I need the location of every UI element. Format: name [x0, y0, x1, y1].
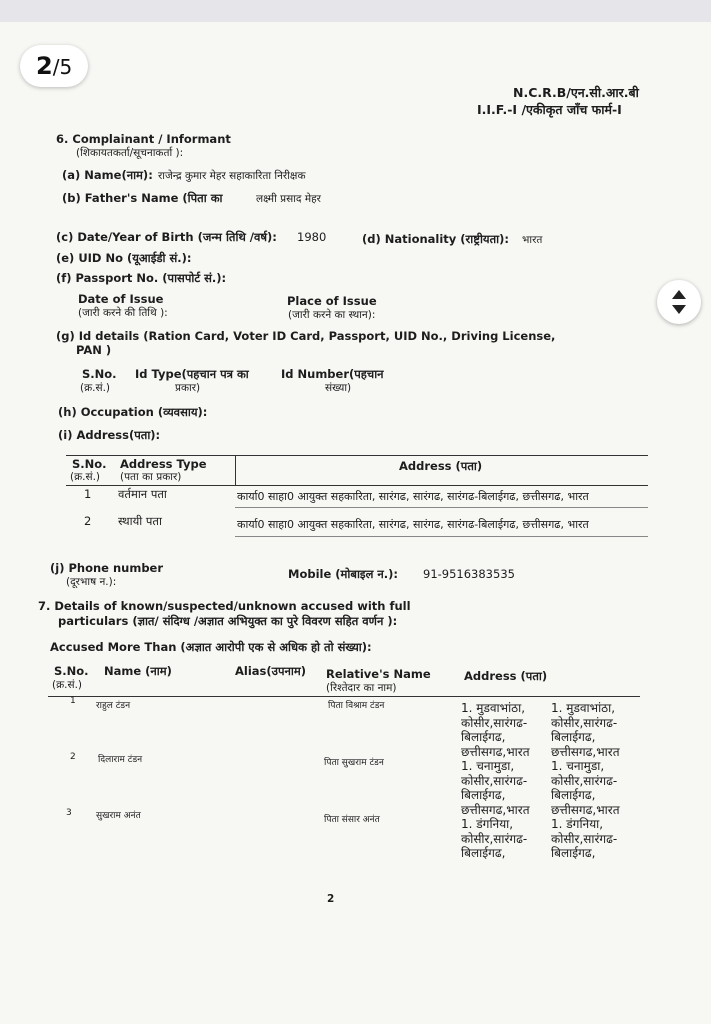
addr-row-1-sno: 1 [84, 487, 92, 501]
acc-row-1-sno: 1 [70, 696, 76, 706]
name-value: राजेन्द्र कुमार मेहर सहाकारिता निरीक्षक [158, 170, 306, 182]
addr-row-2-type: स्थायी पता [118, 514, 162, 528]
nationality-value: भारत [522, 234, 543, 246]
date-of-issue-hi: (जारी करने की तिथि ): [78, 307, 168, 319]
addr-row-2-address: कार्या0 साहा0 आयुक्त सहकारिता, सारंगढ, सारंगढ, सारंगढ-बिलाईगढ, छत्तीसगढ, भारत [237, 518, 589, 531]
section7-title: 7. Details of known/suspected/unknown accused with full [38, 599, 411, 613]
acc-col-name: Name (नाम) [104, 664, 172, 678]
phone-label-hi: (दूरभाष न.): [66, 576, 117, 588]
acc-row-3-name: सुखराम अनंत [96, 811, 141, 821]
mobile-value: 91-9516383535 [423, 567, 515, 581]
id-col-sno-hi: (क्र.सं.) [80, 382, 111, 394]
addr-col-address: Address (पता) [399, 459, 483, 473]
address-table-header-rule [66, 485, 648, 486]
acc-col-relative-hi: (रिश्तेदार का नाम) [326, 682, 397, 694]
acc-col-address: Address (पता) [464, 669, 548, 683]
uid-label: (e) UID No (यूआईडी सं.): [56, 251, 192, 265]
acc-row-1-name: राहुल टंडन [96, 701, 131, 711]
addr-row-1-type: वर्तमान पता [118, 487, 167, 501]
form-header-ncrb: N.C.R.B/एन.सी.आर.बी [513, 85, 639, 100]
section6-title: 6. Complainant / Informant [56, 132, 231, 146]
accused-address-column-1: 1. मुडवाभांठा, कोसीर,सारंगढ- बिलाईगढ, छत्तीसगढ,भारत 1. चनामुडा, कोसीर,सारंगढ- बिलाईगढ, छत्तीसगढ,भारत 1. डंगनिया, कोसीर,सारंगढ- बिलाईगढ, [461, 701, 530, 860]
name-label: (a) Name(नाम): [62, 168, 153, 182]
addr-col-sno: S.No. [72, 457, 107, 471]
acc-row-2-relative: पिता सुखराम टंडन [324, 758, 384, 768]
id-col-number: Id Number(पहचान [281, 367, 384, 381]
acc-row-3-relative: पिता संसार अनंत [324, 815, 380, 825]
address-table-divider [235, 455, 236, 485]
addr-row-1-address: कार्या0 साहा0 आयुक्त सहकारिता, सारंगढ, सारंगढ, सारंगढ-बिलाईगढ, छत्तीसगढ, भारत [237, 490, 589, 503]
dob-value: 1980 [297, 230, 327, 244]
dob-label: (c) Date/Year of Birth (जन्म तिथि /वर्ष): [56, 230, 277, 244]
nationality-label: (d) Nationality (राष्ट्रीयता): [362, 232, 509, 246]
mobile-label: Mobile (मोबाइल न.): [288, 567, 398, 581]
id-col-number-hi: संख्या) [325, 382, 352, 394]
place-of-issue-label: Place of Issue [287, 294, 377, 308]
acc-col-alias: Alias(उपनाम) [235, 664, 306, 678]
address-table-top-rule [66, 455, 648, 456]
current-page: 2 [36, 52, 53, 80]
id-col-type-hi: प्रकार) [175, 382, 201, 394]
acc-col-relative: Relative's Name [326, 667, 431, 681]
section6-title-hi: (शिकायतकर्ता/सूचनाकर्ता ): [76, 147, 184, 159]
accused-table-header-rule [48, 696, 640, 697]
accused-more-label: Accused More Than (अज्ञात आरोपी एक से अधिक हो तो संख्या): [50, 640, 372, 654]
page-scroll-button[interactable] [657, 280, 701, 324]
arrow-down-icon [672, 305, 686, 314]
viewer-top-bar [0, 0, 711, 22]
page-number: 2 [327, 893, 335, 905]
addr-col-type: Address Type [120, 457, 207, 471]
phone-label: (j) Phone number [50, 561, 164, 575]
passport-label: (f) Passport No. (पासपोर्ट सं.): [56, 271, 227, 285]
occupation-label: (h) Occupation (व्यवसाय): [58, 405, 208, 419]
acc-row-1-relative: पिता विश्राम टंडन [328, 701, 385, 711]
acc-row-2-sno: 2 [70, 752, 76, 762]
addr-row-2-sno: 2 [84, 514, 92, 528]
address-table-bottom-rule [235, 536, 648, 537]
form-header-iif: I.I.F.-I /एकीकृत जाँच फार्म-I [477, 102, 622, 117]
id-details-label2: PAN ) [76, 343, 112, 357]
arrow-up-icon [672, 290, 686, 299]
father-label: (b) Father's Name (पिता का [62, 191, 223, 205]
id-col-type: Id Type(पहचान पत्र का [135, 367, 249, 381]
acc-row-3-sno: 3 [66, 808, 72, 818]
address-row-rule [235, 507, 648, 508]
page-counter [20, 45, 88, 87]
date-of-issue-label: Date of Issue [78, 292, 164, 306]
addr-col-type-hi: (पता का प्रकार) [120, 471, 182, 483]
addr-col-sno-hi: (क्र.सं.) [70, 471, 101, 483]
acc-col-sno-hi: (क्र.सं.) [52, 679, 83, 691]
section7-title2: particulars (ज्ञात/ संदिग्ध /अज्ञात अभियुक्त का पुरे विवरण सहित वर्णन ): [58, 614, 398, 628]
accused-address-column-2: 1. मुडवाभांठा, कोसीर,सारंगढ- बिलाईगढ, छत्तीसगढ,भारत 1. चनामुडा, कोसीर,सारंगढ- बिलाईगढ, छत्तीसगढ,भारत 1. डंगनिया, कोसीर,सारंगढ- बिलाईगढ, [551, 701, 620, 860]
id-details-label: (g) Id details (Ration Card, Voter ID Card, Passport, UID No., Driving License, [56, 329, 556, 343]
father-value: लक्ष्मी प्रसाद मेहर [256, 193, 321, 205]
place-of-issue-hi: (जारी करने का स्थान): [288, 309, 376, 321]
id-col-sno: S.No. [82, 367, 117, 381]
total-pages: /5 [52, 55, 73, 79]
acc-row-2-name: दिलाराम टंडन [98, 755, 143, 765]
address-label: (i) Address(पता): [58, 428, 161, 442]
acc-col-sno: S.No. [54, 664, 89, 678]
